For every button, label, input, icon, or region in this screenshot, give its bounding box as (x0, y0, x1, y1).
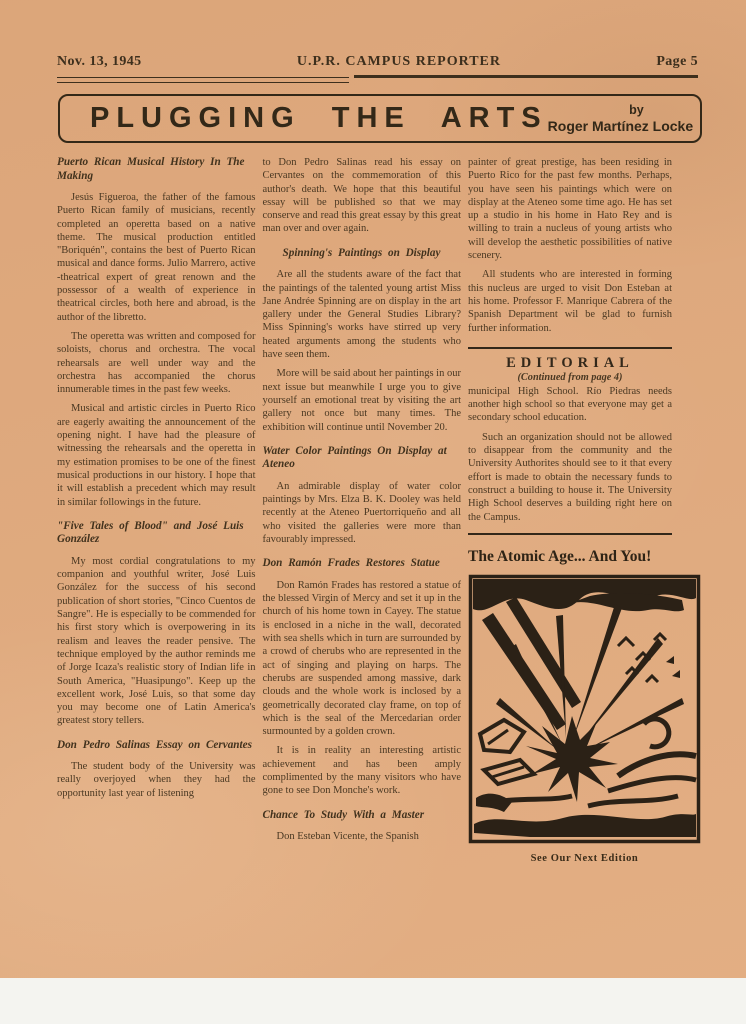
column-title: PLUGGING THE ARTS (90, 102, 548, 134)
paragraph: The operetta was written and composed for soloists, chorus and orchestra. The vocal rehearsals are well under way and the orchestra has accompanied the chorus innumerable times in the past few weeks. (57, 330, 256, 396)
scan-background-strip (0, 978, 746, 1024)
paragraph: It is in reality an interesting artistic achievement and has been amply complimented by the many visitors who have gone to see Don Monche's work. (262, 745, 461, 797)
section-heading-spinning: Spinning's Paintings on Display (282, 246, 441, 259)
atomic-explosion-illustration (468, 574, 701, 844)
publication-title: U.P.R. CAMPUS REPORTER (296, 54, 502, 69)
header-rule-left (57, 77, 349, 83)
header-rule (57, 75, 698, 83)
paragraph: All students who are interested in forming this nucleus are urged to visit Don Esteban at his home. Professor F. Manrique Cabrera of the Spanish Department wil be glad to furnish further information. (468, 269, 672, 334)
paragraph: The student body of the University was really overjoyed when they had the opportunity last year of listening (57, 761, 256, 799)
paragraph: Are all the students aware of the fact that the paintings of the talented young artist Miss Jane Andrée Spinning are on display in the art gallery under the General Studies Library? Miss Spinning's works have stirred up very heated arguments among the students who have seen them. (262, 269, 461, 361)
paragraph: Such an organization should not be allowed to disappear from the community and the University Authorites should see to it that every effort is made to obtain the necessary funds to construct a building to house it. The University High School deserves a building right here on the Campus. (468, 431, 672, 523)
paragraph: My most cordial congratulations to my companion and youthful writer, José Luis González for the success of his second publication of short stories, "Cinco Cuentos de Sangre". He is especially to be commended for his first story which is overpowering in its realism and leaves the reader pensive. The technique employed by the author reminds me of Jorge Icaza's realistic story of Indian life in South America, "Huasipungo". Keep up the excellent work, José Luis, so that some day you may become one of Latin America's greatest story tellers. (57, 555, 256, 727)
article-columns (57, 156, 701, 864)
illustration-caption: See Our Next Edition (530, 852, 639, 864)
column-masthead-box (58, 94, 702, 143)
paragraph: Don Ramón Frades has restored a statue of the blessed Virgin of Mercy and set it up in the church of his home town in Cayey. The statue is enclosed in a niche in the wall, decorated with sea shells which in turn are surrounded by a crowd of cherubs who are represented in the act of singing and playing on harps. The cherubs are suspended among massive, dark clouds and the whole work is inclosed by a geometrically decorated clay frame, on top of which is the seal of the Mercedarian order surmounted by a golden crown. (262, 579, 461, 738)
editorial-continued-note: (Continued from page 4) (517, 371, 623, 383)
column-3-text (468, 156, 672, 335)
editorial-box (468, 347, 672, 535)
byline-prefix: by (629, 103, 644, 118)
column-2 (263, 156, 462, 864)
paragraph: Jesús Figueroa, the father of the famous Puerto Rican family of musicians, recently completed an operetta based on a native theme. The musical production entitled "Boriquén", contains the best of Puerto Rican musical and dance forms. Julio Marrero, active -theatrical expert of great renown and the possessor of a wealth of experience in theatrical circles, both here and abroad, is the author of the libretto. (57, 192, 256, 323)
page-number: Page 5 (656, 54, 698, 69)
section-heading-frades: Don Ramón Frades Restores Statue (262, 557, 440, 570)
paragraph: Don Esteban Vicente, the Spanish (276, 831, 419, 843)
atomic-age-headline: The Atomic Age... And You! (468, 547, 652, 565)
issue-date: Nov. 13, 1945 (57, 54, 142, 69)
atomic-explosion-woodcut-svg (468, 574, 701, 844)
section-heading-master: Chance To Study With a Master (262, 808, 425, 821)
byline-author: Roger Martínez Locke (547, 117, 694, 134)
paragraph: An admirable display of water color paintings by Mrs. Elza B. K. Dooley was held recently at the Ateneo Puertorriqueño and all who visited the galleries were more than favourably impressed. (262, 480, 461, 546)
section-heading-musical-history: Puerto Rican Musical History In The Making (57, 156, 245, 182)
running-header (57, 54, 698, 70)
paragraph-continuation: painter of great prestige, has been residing in Puerto Rico for the past few months. Perhaps, you have seen his paintings which were on display at the Ateneo some time ago. He has set up a studio in his home in Hato Rey and is willing to train a nucleus of young artists who will develop the aesthetic possibilities of native scenery. (468, 157, 672, 262)
section-heading-five-tales: "Five Tales of Blood" and José Luis González (57, 519, 244, 546)
paragraph: More will be said about her paintings in our next issue but meanwhile I urge you to give yourself an emotional treat by visiting the art gallery not once but many times. The exhibition will continue until November 20. (262, 368, 461, 433)
paragraph-continuation: to Don Pedro Salinas read his essay on Cervantes on the commemoration of this author's death. We hope that this beautiful essay will be published so that we may conserve and read this great essay by this great man over and over again. (262, 157, 461, 235)
section-heading-watercolor: Water Color Paintings On Display at Ateneo (262, 444, 447, 471)
column-3 (468, 156, 701, 864)
paragraph: Musical and artistic circles in Puerto Rico are eagerly awaiting the announcement of the opening night. I have had the pleasure of witnessing the rehearsals and the operetta in my estimation promises to be one of the finest musical productions in our history. I hope that it will establish a precedent which may result in similar followings in the future. (57, 403, 256, 508)
column-1 (57, 156, 256, 864)
header-rule-right (354, 75, 698, 78)
paragraph-continuation: municipal High School. Río Piedras needs another high school so that everyone may get a secondary school education. (468, 385, 672, 424)
section-heading-salinas-essay: Don Pedro Salinas Essay on Cervantes (57, 738, 252, 751)
byline (548, 104, 693, 133)
editorial-title: EDITORIAL (506, 354, 634, 371)
